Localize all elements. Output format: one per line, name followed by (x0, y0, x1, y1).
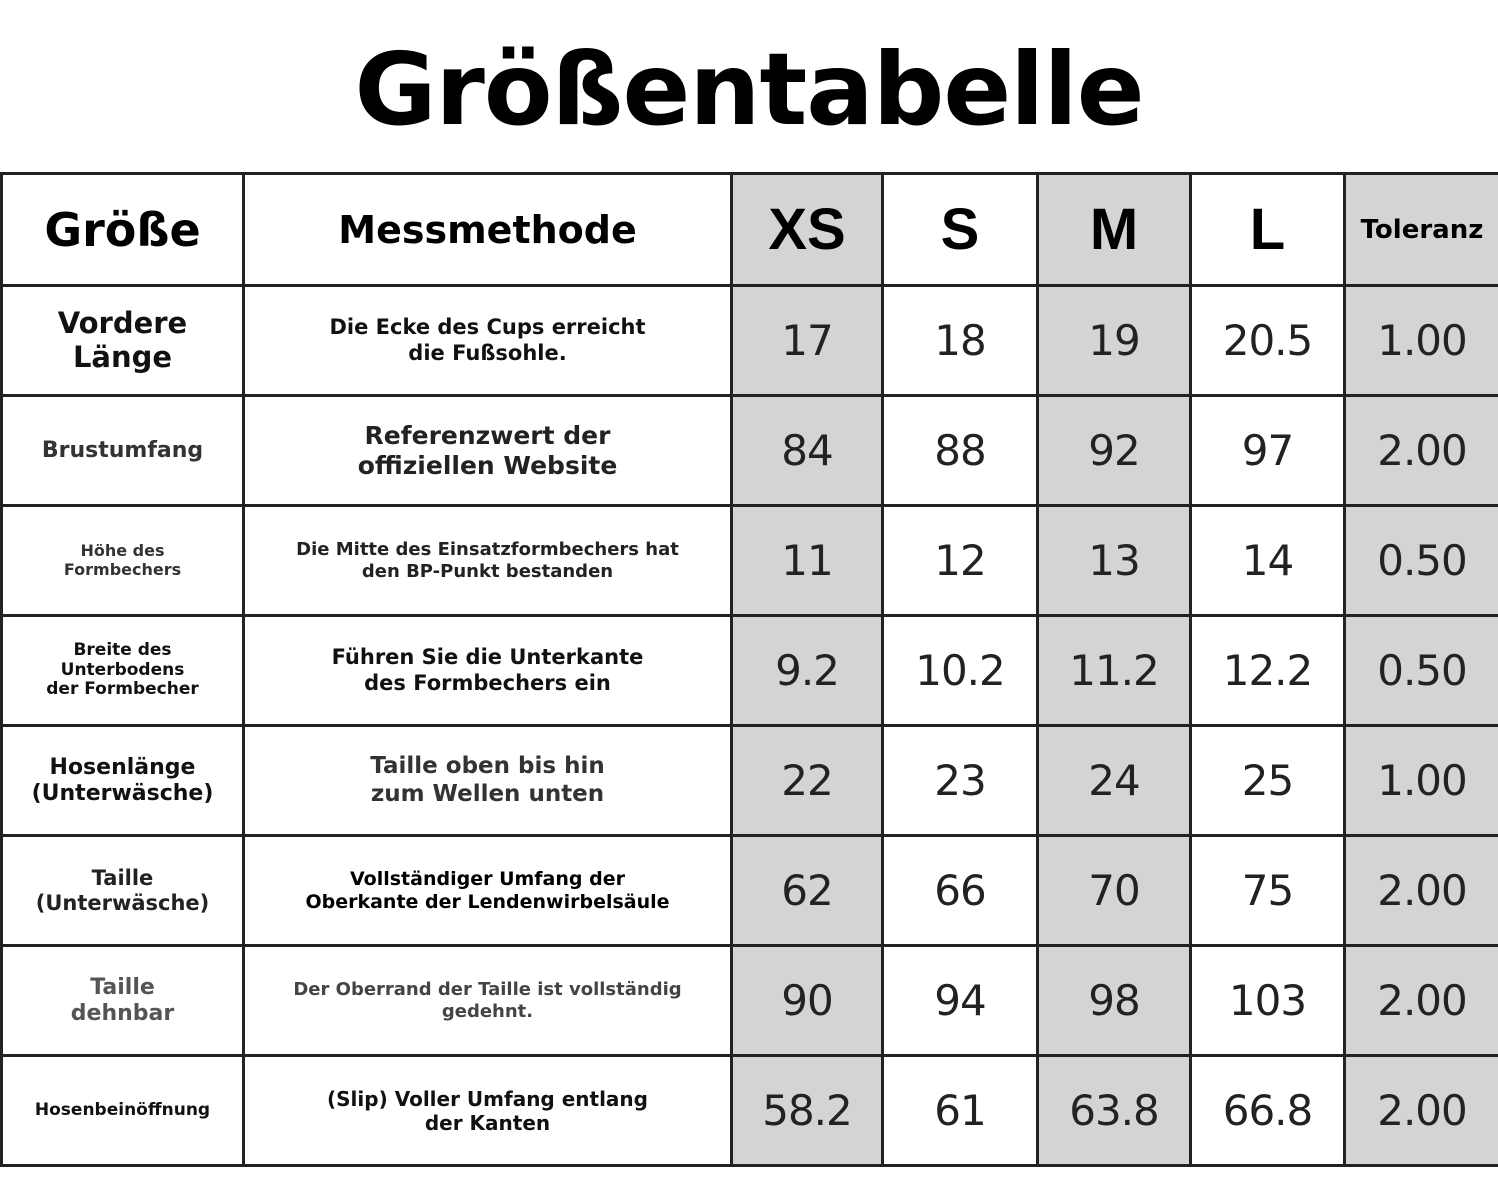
table-row (2, 1056, 1498, 1166)
value-tolerance: 2.00 (1345, 396, 1498, 506)
value-s: 88 (883, 396, 1038, 506)
row-label: Vordere Länge (2, 286, 244, 396)
value-m: 70 (1038, 836, 1191, 946)
value-s: 23 (883, 726, 1038, 836)
value-m: 98 (1038, 946, 1191, 1056)
row-label: Hosenbeinöffnung (2, 1056, 244, 1166)
page-title: Größentabelle (354, 31, 1144, 148)
value-l: 14 (1191, 506, 1345, 616)
value-s: 10.2 (883, 616, 1038, 726)
row-method: Die Ecke des Cups erreicht die Fußsohle. (244, 286, 732, 396)
value-xs: 62 (732, 836, 883, 946)
value-m: 19 (1038, 286, 1191, 396)
value-s: 12 (883, 506, 1038, 616)
row-label: Taille dehnbar (2, 946, 244, 1056)
row-method: Vollständiger Umfang der Oberkante der Lendenwirbelsäule (244, 836, 732, 946)
header-tolerance: Toleranz (1345, 174, 1498, 286)
value-s: 18 (883, 286, 1038, 396)
table-row (2, 726, 1498, 836)
row-method: Der Oberrand der Taille ist vollständig gedehnt. (244, 946, 732, 1056)
value-m: 11.2 (1038, 616, 1191, 726)
row-label: Hosenlänge (Unterwäsche) (2, 726, 244, 836)
value-tolerance: 1.00 (1345, 286, 1498, 396)
header-method-label: Messmethode (244, 174, 732, 286)
row-method: Taille oben bis hin zum Wellen unten (244, 726, 732, 836)
row-method: Die Mitte des Einsatzformbechers hat den BP-Punkt bestanden (244, 506, 732, 616)
header-size-label: Größe (2, 174, 244, 286)
value-l: 25 (1191, 726, 1345, 836)
value-tolerance: 2.00 (1345, 836, 1498, 946)
value-l: 20.5 (1191, 286, 1345, 396)
row-label: Taille (Unterwäsche) (2, 836, 244, 946)
value-m: 92 (1038, 396, 1191, 506)
value-m: 63.8 (1038, 1056, 1191, 1166)
value-xs: 90 (732, 946, 883, 1056)
table-header-row (2, 174, 1498, 286)
value-m: 24 (1038, 726, 1191, 836)
row-label: Höhe des Formbechers (2, 506, 244, 616)
value-xs: 11 (732, 506, 883, 616)
row-method: Führen Sie die Unterkante des Formbechers ein (244, 616, 732, 726)
table-row (2, 286, 1498, 396)
table-row (2, 616, 1498, 726)
table-row (2, 506, 1498, 616)
value-xs: 22 (732, 726, 883, 836)
row-method: (Slip) Voller Umfang entlang der Kanten (244, 1056, 732, 1166)
value-xs: 9.2 (732, 616, 883, 726)
table-row (2, 946, 1498, 1056)
value-s: 66 (883, 836, 1038, 946)
header-size-s: S (883, 174, 1038, 286)
value-tolerance: 2.00 (1345, 946, 1498, 1056)
value-s: 61 (883, 1056, 1038, 1166)
value-tolerance: 0.50 (1345, 506, 1498, 616)
row-method: Referenzwert der offiziellen Website (244, 396, 732, 506)
value-l: 12.2 (1191, 616, 1345, 726)
value-l: 66.8 (1191, 1056, 1345, 1166)
value-s: 94 (883, 946, 1038, 1056)
value-m: 13 (1038, 506, 1191, 616)
table-row (2, 836, 1498, 946)
table-row (2, 396, 1498, 506)
value-xs: 17 (732, 286, 883, 396)
header-size-m: M (1038, 174, 1191, 286)
value-xs: 58.2 (732, 1056, 883, 1166)
value-tolerance: 0.50 (1345, 616, 1498, 726)
row-label: Breite des Unterbodens der Formbecher (2, 616, 244, 726)
header-size-xs: XS (732, 174, 883, 286)
value-l: 103 (1191, 946, 1345, 1056)
value-tolerance: 1.00 (1345, 726, 1498, 836)
value-tolerance: 2.00 (1345, 1056, 1498, 1166)
row-label: Brustumfang (2, 396, 244, 506)
header-size-l: L (1191, 174, 1345, 286)
value-l: 97 (1191, 396, 1345, 506)
value-xs: 84 (732, 396, 883, 506)
value-l: 75 (1191, 836, 1345, 946)
size-table (0, 172, 1498, 1167)
